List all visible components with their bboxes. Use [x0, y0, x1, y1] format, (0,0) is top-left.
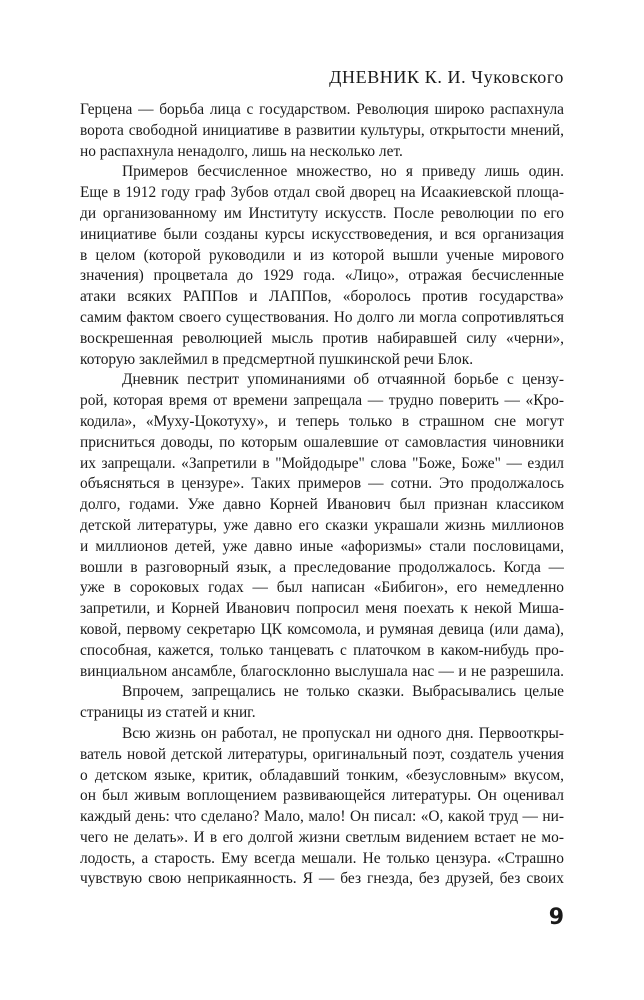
- text-line: самим фактом своего существования. Но долго ли могла сопротивляться: [80, 308, 564, 326]
- text-line: Еще в 1912 году граф Зубов отдал свой дворец на Исаакиевской площа-: [80, 184, 564, 202]
- text-line: объясняться в цензуре». Таких примеров — сотни. Это продолжалось: [80, 475, 564, 493]
- text-line: способная, кажется, только танцевать с платочком в каком-нибудь про-: [80, 641, 564, 659]
- text-line: ватель новой детской литературы, оригинальный поэт, создатель учения: [80, 745, 564, 763]
- text-line: чего не делать». И в его долгой жизни светлым видением встает не мо-: [80, 828, 564, 846]
- text-line: каждый день: что сделано? Мало, мало! Он писал: «О, какой труд — ни-: [80, 808, 564, 826]
- text-line: вошли в разговорный язык, а преследование продолжалось. Когда —: [80, 558, 564, 576]
- text-line: воскрешенная революцией мысль против набиравшей силу «черни»,: [80, 329, 564, 347]
- text-line: Впрочем, запрещались не только сказки. Выбрасывались целые: [122, 683, 564, 701]
- text-line: ковой, первому секретарю ЦК комсомола, и румяная девица (или дама),: [80, 620, 564, 638]
- text-line: о детском языке, критик, обладавший тонким, «безусловным» вкусом,: [80, 766, 564, 784]
- page-number: 9: [548, 905, 564, 930]
- text-line: он был живым воплощением развивающейся литературы. Он оценивал: [80, 787, 564, 805]
- text-line: ди организованному им Институту искусств. После революции по его: [80, 204, 564, 222]
- running-header: ДНЕВНИК К. И. Чуковского: [329, 67, 564, 87]
- text-line: их запрещали. «Запретили в "Мойдодыре" слова "Боже, Боже" — ездил: [80, 454, 564, 472]
- text-line: чувствую свою неприкаянность. Я — без гнезда, без друзей, без своих: [80, 870, 564, 888]
- body-text: [80, 100, 564, 890]
- text-line: страницы из статей и книг.: [80, 704, 256, 722]
- text-line: и миллионов детей, уже давно иные «афоризмы» стали пословицами,: [80, 537, 564, 555]
- text-line: атаки всяких РАППов и ЛАППов, «боролось против государства»: [80, 288, 564, 306]
- text-line: рой, которая время от времени запрещала — трудно поверить — «Кро-: [80, 392, 564, 410]
- text-line: Примеров бесчисленное множество, но я приведу лишь один.: [122, 163, 564, 181]
- text-line: долго, годами. Уже давно Корней Иванович был признан классиком: [80, 496, 564, 514]
- text-line: лодость, а старость. Ему всегда мешали. Не только цензура. «Страшно: [80, 849, 564, 867]
- text-line: которую заклеймил в предсмертной пушкинской речи Блок.: [80, 350, 474, 368]
- text-line: уже в сороковых годах — был написан «Бибигон», его немедленно: [80, 579, 564, 597]
- text-line: Герцена — борьба лица с государством. Революция широко распахнула: [80, 101, 564, 118]
- text-line: Дневник пестрит упоминаниями об отчаянной борьбе с цензу-: [122, 371, 564, 389]
- text-line: детской литературы, уже давно его сказки украшали жизнь миллионов: [80, 516, 564, 534]
- text-line: присниться доводы, по которым ошалевшие от самовластия чиновники: [80, 433, 564, 451]
- text-line: значения) процветала до 1929 года. «Лицо», отражая бесчисленные: [80, 267, 564, 285]
- text-line: в целом (которой руководили и из которой вышли ученые мирового: [80, 246, 564, 264]
- text-line: винциальном ансамбле, благосклонно выслушала нас — и не разрешила.: [80, 662, 564, 680]
- text-line: ворота свободной инициативе в развитии культуры, открытости мнений,: [80, 121, 564, 139]
- text-line: запретили, и Корней Иванович попросил меня поехать к некой Миша-: [80, 600, 564, 618]
- text-line: но распахнула ненадолго, лишь на несколько лет.: [80, 142, 403, 160]
- text-line: Всю жизнь он работал, не пропускал ни одного дня. Первооткры-: [122, 724, 564, 742]
- text-line: инициативе были созданы курсы искусствоведения, и вся организация: [80, 225, 564, 243]
- text-line: кодила», «Муху-Цокотуху», и теперь только в страшном сне могут: [80, 412, 564, 430]
